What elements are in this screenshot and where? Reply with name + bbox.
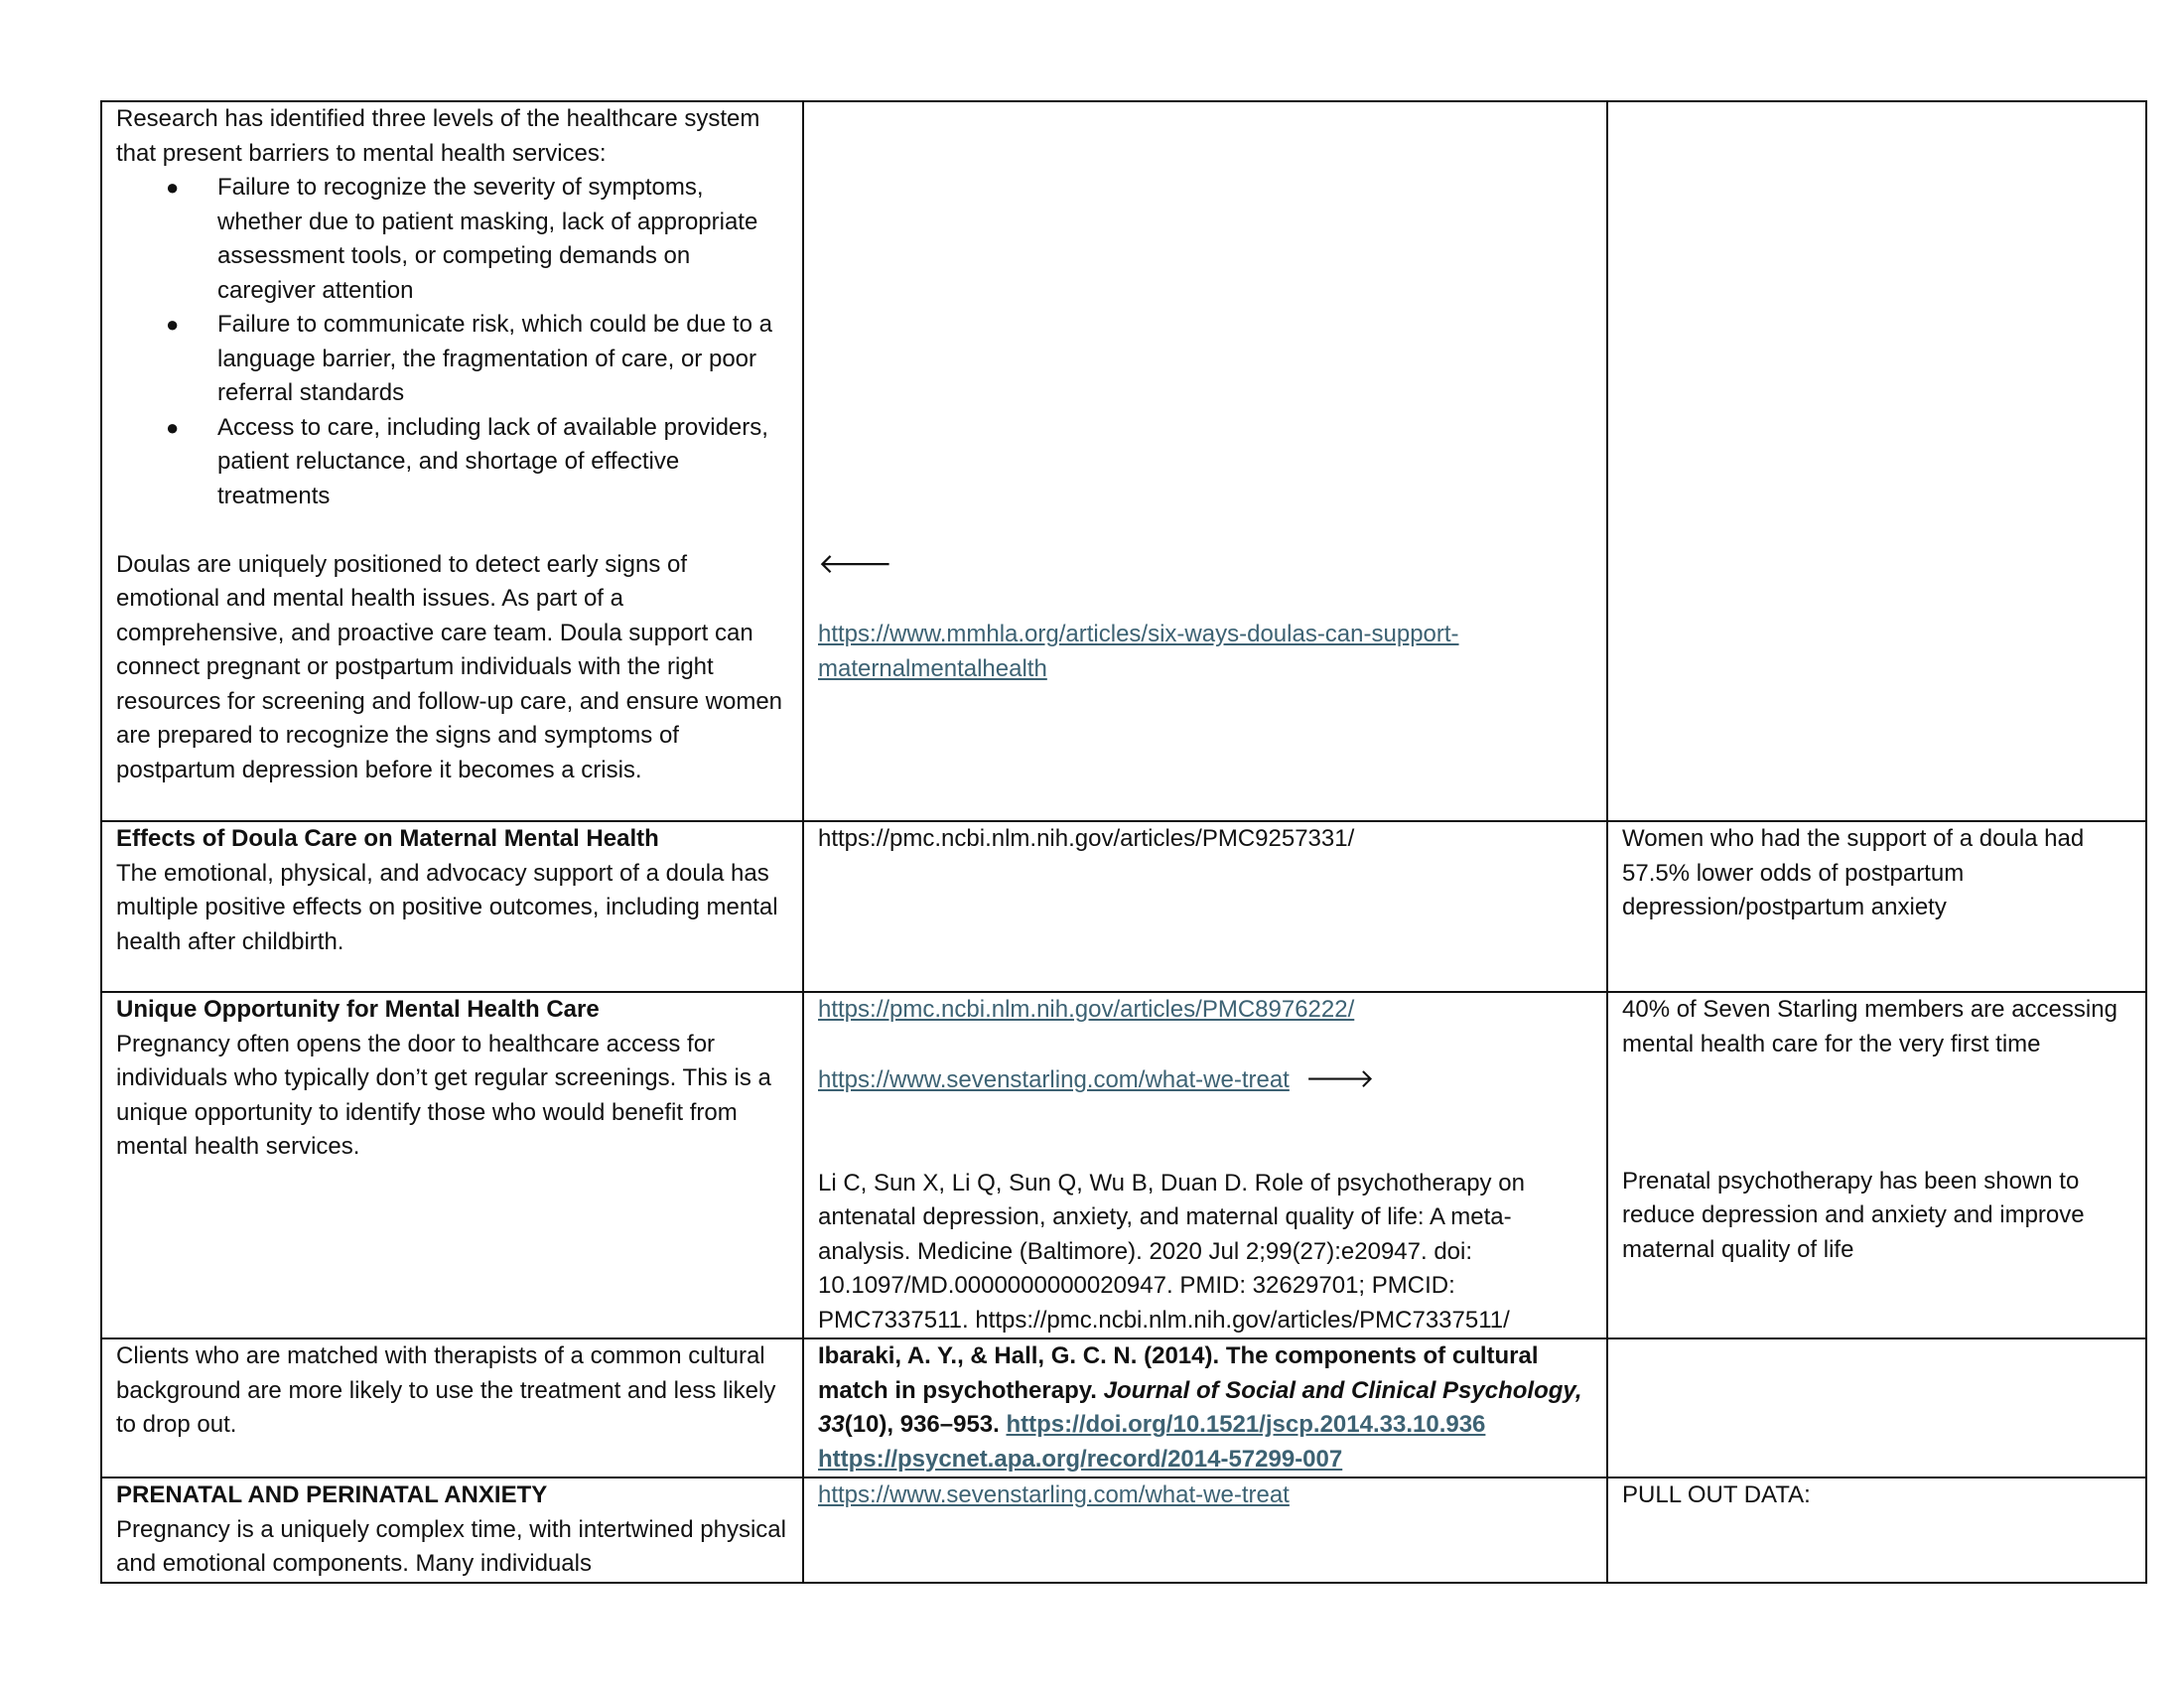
section-heading: Unique Opportunity for Mental Health Care xyxy=(116,996,600,1023)
bullet-icon: ● xyxy=(166,312,180,337)
sevenstarling-link[interactable]: https://www.sevenstarling.com/what-we-treat xyxy=(818,1066,1290,1093)
cell-topic xyxy=(101,1338,803,1477)
cell-topic xyxy=(101,992,803,1338)
section-heading: PRENATAL AND PERINATAL ANXIETY xyxy=(116,1481,548,1508)
cell-topic xyxy=(101,821,803,992)
citation-authors: Ibaraki, A. Y., & Hall, G. C. N. (2014). The components of cultural match in psychotherapy. xyxy=(818,1342,1539,1404)
data-text: PULL OUT DATA: xyxy=(1622,1481,1811,1508)
section-text: Clients who are matched with therapists of a common cultural background are more likely to use the treatment and less likely to drop out. xyxy=(116,1342,776,1438)
cell-data xyxy=(1607,101,2146,821)
section-text: Pregnancy is a uniquely complex time, with intertwined physical and emotional components. Many individuals xyxy=(116,1515,786,1577)
list-item: ● Failure to communicate risk, which could be due to a language barrier, the fragmentation of care, or poor referral standards xyxy=(116,308,788,411)
table-row xyxy=(101,1477,2146,1583)
arrow-right-icon: 🡒 xyxy=(1304,1063,1375,1093)
cell-source xyxy=(803,1477,1607,1583)
source-url-text: https://pmc.ncbi.nlm.nih.gov/articles/PMC9257331/ xyxy=(818,825,1355,852)
cell-source xyxy=(803,992,1607,1338)
table-row xyxy=(101,1338,2146,1477)
data-text: Women who had the support of a doula had 57.5% lower odds of postpartum depression/postpartum anxiety xyxy=(1622,825,2085,920)
psycnet-link[interactable]: https://psycnet.apa.org/record/2014-57299-007 xyxy=(818,1445,1343,1473)
bullet-icon: ● xyxy=(166,175,180,200)
pmc-link[interactable]: https://pmc.ncbi.nlm.nih.gov/articles/PMC8976222/ xyxy=(818,996,1355,1023)
doula-paragraph: Doulas are uniquely positioned to detect early signs of emotional and mental health issues. As part of a comprehensive, and proactive care team. Doula support can connect pregnant or postpartum individuals with the right resources for screening and follow-up care, and ensure women are prepared to recognize the signs and symptoms of postpartum depression before it becomes a crisis. xyxy=(116,550,783,783)
cell-data xyxy=(1607,992,2146,1338)
doi-link[interactable]: https://doi.org/10.1521/jscp.2014.33.10.936 xyxy=(1006,1411,1486,1438)
cell-source xyxy=(803,101,1607,821)
sevenstarling-link[interactable]: https://www.sevenstarling.com/what-we-treat xyxy=(818,1481,1290,1508)
cell-topic xyxy=(101,1477,803,1583)
cell-source xyxy=(803,1338,1607,1477)
list-item: ● Failure to recognize the severity of symptoms, whether due to patient masking, lack of appropriate assessment tools, or competing demands on caregiver attention xyxy=(116,171,788,308)
cell-topic xyxy=(101,101,803,821)
cell-data xyxy=(1607,1338,2146,1477)
citation-journal: Journal of Social and Clinical Psychology, 33 xyxy=(818,1376,1582,1438)
section-text: The emotional, physical, and advocacy support of a doula has multiple positive effects on positive outcomes, including mental health after childbirth. xyxy=(116,859,778,955)
barriers-intro: Research has identified three levels of the healthcare system that present barriers to mental health services: xyxy=(116,105,760,167)
table-row xyxy=(101,821,2146,992)
bullet-icon: ● xyxy=(166,414,180,440)
cell-data xyxy=(1607,1477,2146,1583)
mmhla-link[interactable]: https://www.mmhla.org/articles/six-ways-doulas-can-support-maternalmentalhealth xyxy=(818,621,1459,682)
cell-source xyxy=(803,821,1607,992)
data-text: Prenatal psychotherapy has been shown to reduce depression and anxiety and improve maternal quality of life xyxy=(1622,1167,2085,1263)
table-row xyxy=(101,992,2146,1338)
arrow-left-icon: 🡐 xyxy=(818,548,893,579)
section-text: Pregnancy often opens the door to healthcare access for individuals who typically don’t get regular screenings. This is a unique opportunity to identify those who would benefit from mental health services. xyxy=(116,1030,771,1160)
citation-text: Li C, Sun X, Li Q, Sun Q, Wu B, Duan D. Role of psychotherapy on antenatal depression, anxiety, and maternal quality of life: A meta-analysis. Medicine (Baltimore). 2020 Jul 2;99(27):e20947. doi: 10.1097/MD.0000000000020947. PMID: 32629701; PMCID: PMC7337511. https://pmc.ncbi.nlm.nih.gov/articles/PMC7337511/ xyxy=(818,1169,1525,1334)
data-text: 40% of Seven Starling members are accessing mental health care for the very first time xyxy=(1622,996,2117,1057)
list-item: ● Access to care, including lack of available providers, patient reluctance, and shortage of effective treatments xyxy=(116,411,788,514)
section-heading: Effects of Doula Care on Maternal Mental Health xyxy=(116,825,659,852)
cell-data xyxy=(1607,821,2146,992)
research-table xyxy=(100,100,2147,1584)
barriers-list xyxy=(116,171,788,513)
citation-pages: (10), 936–953. xyxy=(844,1411,1007,1438)
table-row xyxy=(101,101,2146,821)
